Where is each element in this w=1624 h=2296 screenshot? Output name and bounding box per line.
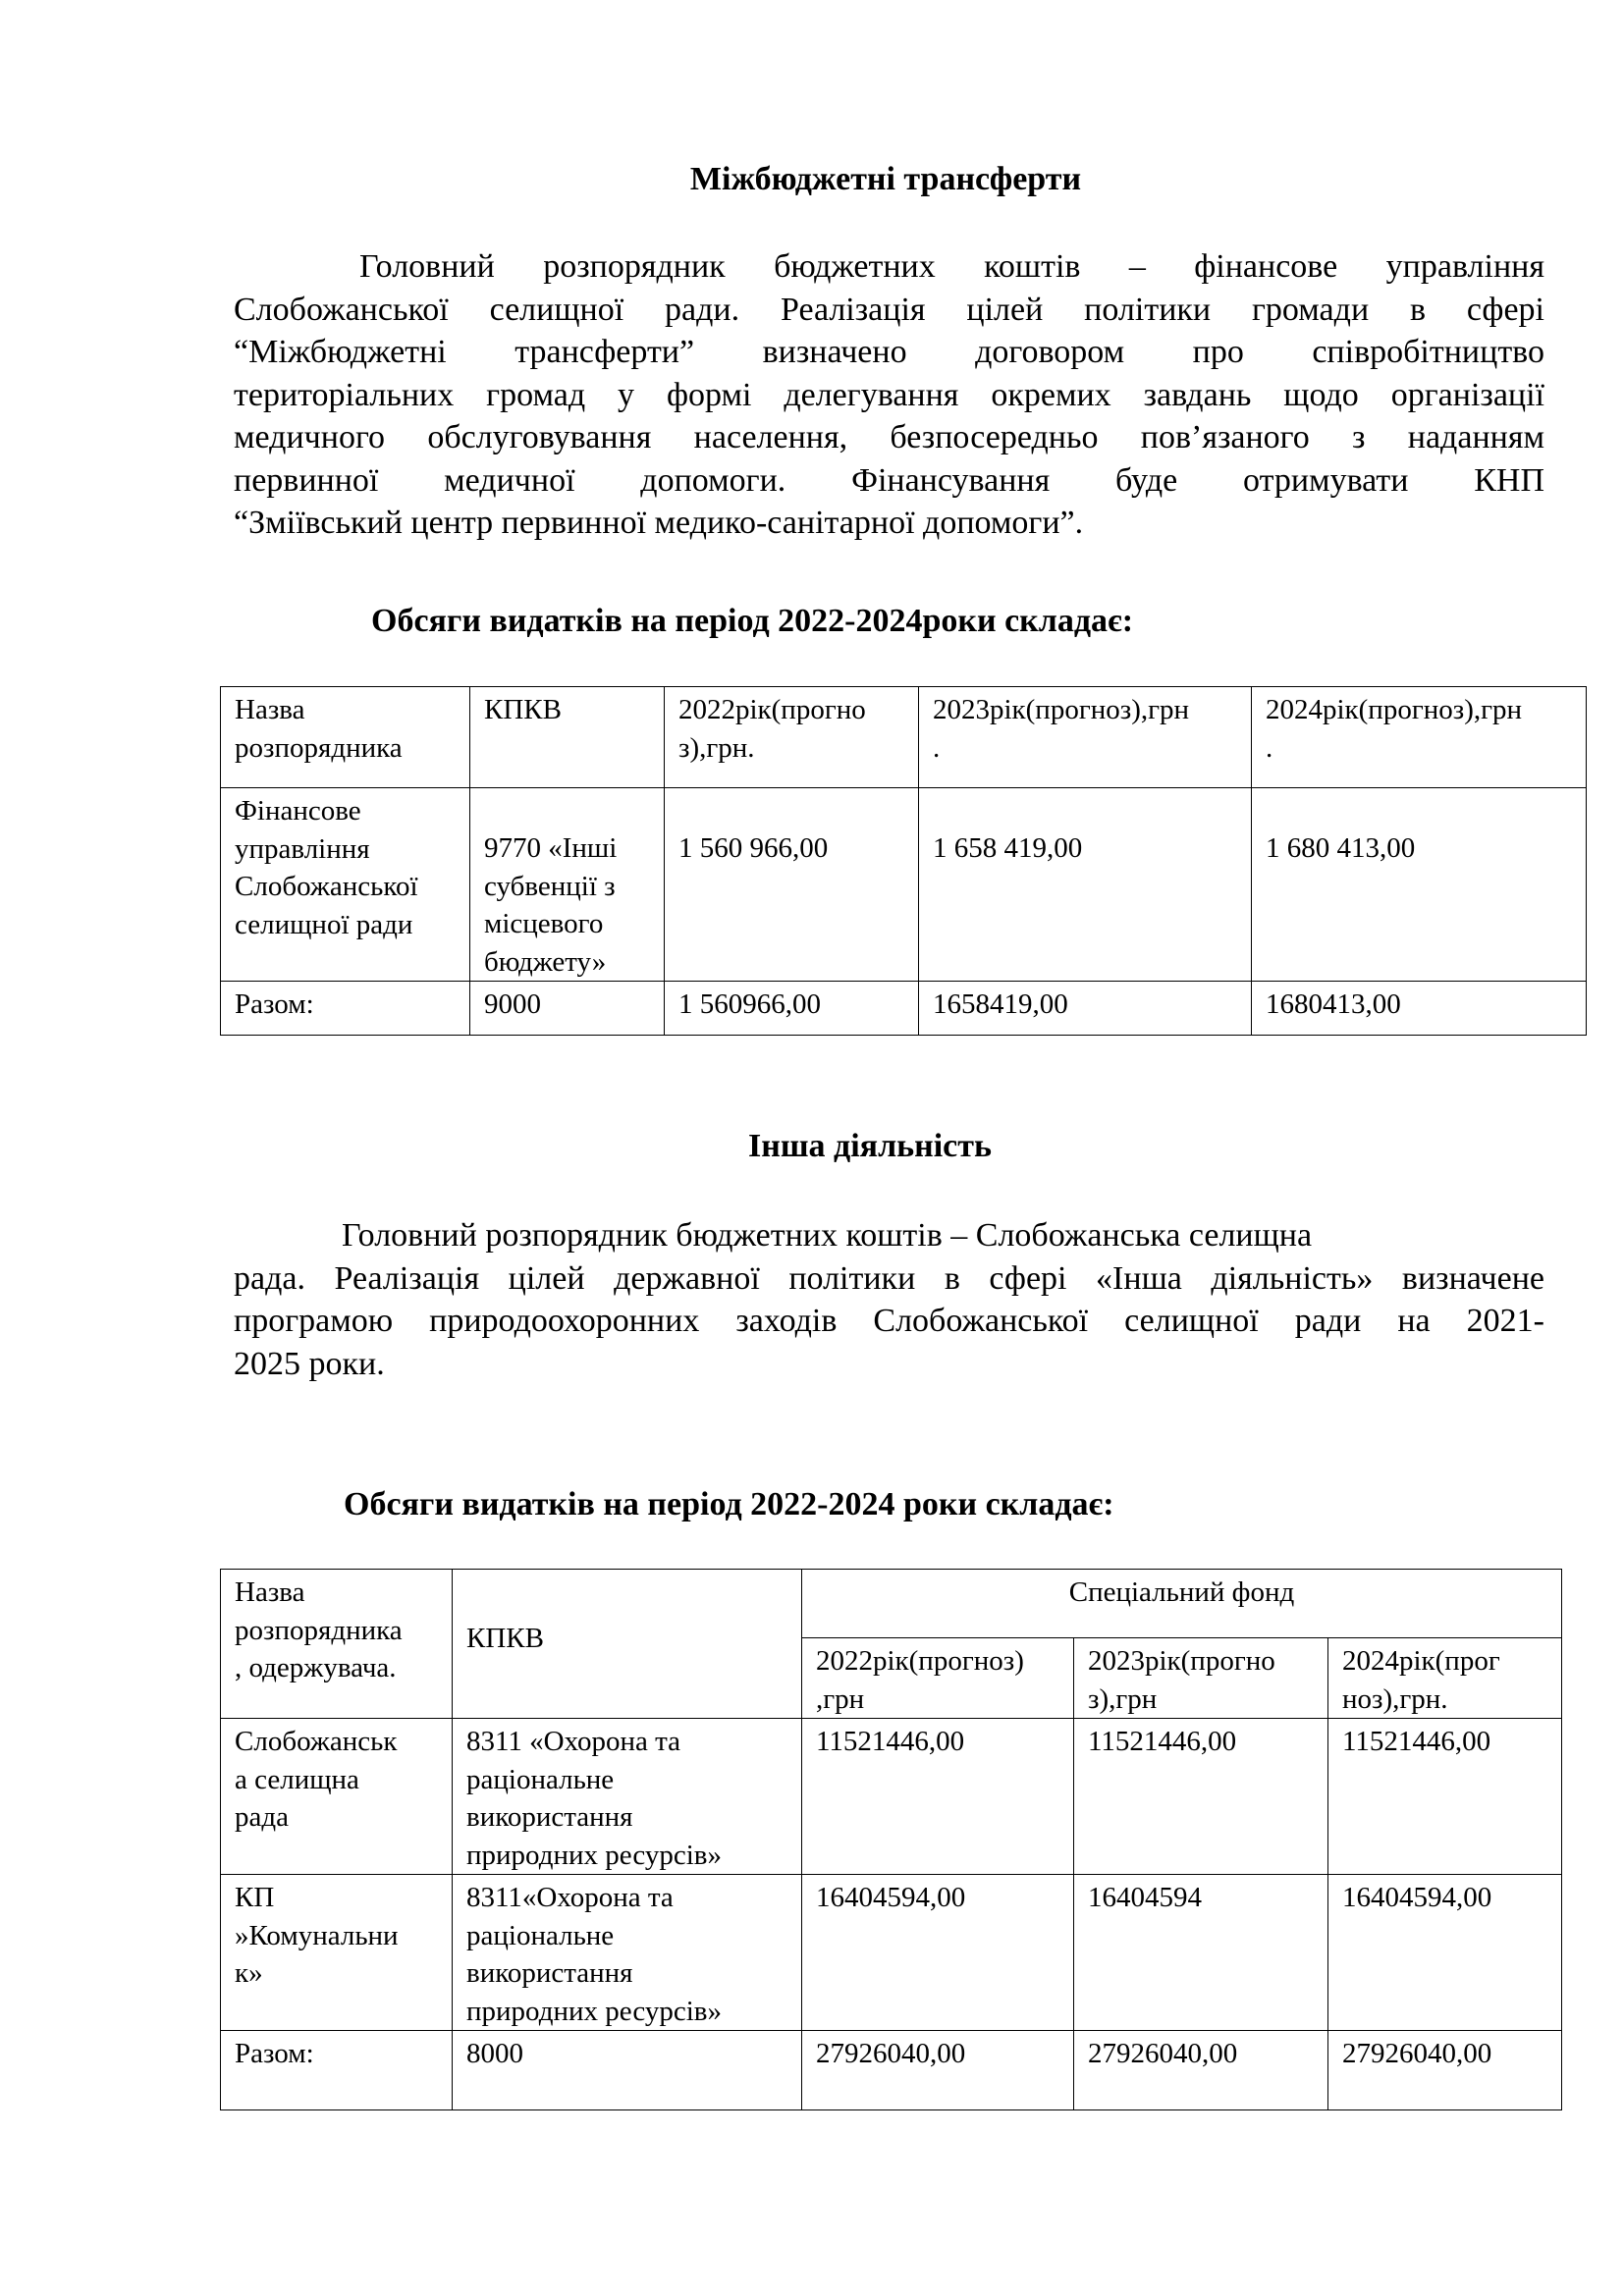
paragraph-line: медичного обслуговування населення, безпосередньо пов’язаного з наданням <box>234 419 1544 455</box>
paragraph-line: Головний розпорядник бюджетних коштів – Слобожанська селищна <box>342 1217 1313 1254</box>
cell-kpkv: 9770 «Інші субвенції з місцевого бюджету» <box>470 788 665 982</box>
cell-2024: 16404594,00 <box>1328 1875 1562 2031</box>
paragraph-line: первинної медичної допомоги. Фінансування буде отримувати КНП <box>234 461 1544 499</box>
paragraph-line: “Міжбюджетні трансферти” визначено договором про співробітництво <box>234 334 1544 370</box>
other-activity-table <box>220 1569 1562 2110</box>
paragraph-line: Головний розпорядник бюджетних коштів – фінансове управління <box>359 248 1544 285</box>
header-2022: 2022рік(прогно з),грн. <box>665 687 919 788</box>
total-2023: 27926040,00 <box>1074 2031 1328 2110</box>
table-title-other: Обсяги видатків на період 2022-2024 роки складає: <box>344 1486 1114 1522</box>
paragraph-line: програмою природоохоронних заходів Слобожанської селищної ради на 2021- <box>234 1303 1544 1339</box>
table-total-row <box>221 2031 1562 2110</box>
cell-2023: 16404594 <box>1074 1875 1328 2031</box>
cell-2023: 1 658 419,00 <box>919 788 1252 982</box>
table-title-transfers: Обсяги видатків на період 2022-2024роки складає: <box>371 603 1134 639</box>
total-2024: 1680413,00 <box>1252 982 1587 1036</box>
paragraph-transfers <box>234 245 1544 545</box>
header-2023: 2023рік(прогноз),грн . <box>919 687 1252 788</box>
cell-kpkv: 8311«Охорона та раціональне використання природних ресурсів» <box>453 1875 802 2031</box>
section-title-other: Інша діяльність <box>748 1128 992 1164</box>
total-kpkv: 9000 <box>470 982 665 1036</box>
paragraph-line: рада. Реалізація цілей державної політики в сфері «Інша діяльність» визначене <box>234 1259 1544 1297</box>
header-2024: 2024рік(прог ноз),грн. <box>1328 1638 1562 1719</box>
total-2023: 1658419,00 <box>919 982 1252 1036</box>
header-kpkv: КПКВ <box>453 1570 802 1719</box>
cell-name: Фінансове управління Слобожанської селищної ради <box>221 788 470 982</box>
table-header-row <box>221 1570 1562 1638</box>
total-kpkv: 8000 <box>453 2031 802 2110</box>
cell-2024: 1 680 413,00 <box>1252 788 1587 982</box>
cell-2024: 11521446,00 <box>1328 1719 1562 1875</box>
cell-2023: 11521446,00 <box>1074 1719 1328 1875</box>
paragraph-line: Слобожанської селищної ради. Реалізація цілей політики громади в сфері <box>234 291 1544 328</box>
cell-2022: 11521446,00 <box>802 1719 1074 1875</box>
paragraph-line: територіальних громад у формі делегування окремих завдань щодо організації <box>234 376 1544 413</box>
paragraph-line: “Зміївський центр первинної медико-санітарної допомоги”. <box>234 505 1084 541</box>
total-2024: 27926040,00 <box>1328 2031 1562 2110</box>
header-name: Назва розпорядника <box>221 687 470 788</box>
cell-2022: 1 560 966,00 <box>665 788 919 982</box>
table-row <box>221 1875 1562 2031</box>
table-row <box>221 1719 1562 1875</box>
header-name: Назва розпорядника , одержувача. <box>221 1570 453 1719</box>
cell-name: Слобожанськ а селищна рада <box>221 1719 453 1875</box>
total-label: Разом: <box>221 2031 453 2110</box>
paragraph-other <box>234 1214 1544 1385</box>
cell-2022: 16404594,00 <box>802 1875 1074 2031</box>
cell-kpkv: 8311 «Охорона та раціональне використання природних ресурсів» <box>453 1719 802 1875</box>
header-2022: 2022рік(прогноз) ,грн <box>802 1638 1074 1719</box>
table-total-row <box>221 982 1587 1036</box>
total-2022: 27926040,00 <box>802 2031 1074 2110</box>
header-2024: 2024рік(прогноз),грн . <box>1252 687 1587 788</box>
paragraph-line: 2025 роки. <box>234 1345 385 1382</box>
header-2023: 2023рік(прогно з),грн <box>1074 1638 1328 1719</box>
header-kpkv: КПКВ <box>470 687 665 788</box>
header-special-fund: Спеціальний фонд <box>802 1570 1562 1638</box>
transfers-table <box>220 686 1587 1036</box>
table-header-row <box>221 687 1587 788</box>
total-2022: 1 560966,00 <box>665 982 919 1036</box>
cell-name: КП »Комунальни к» <box>221 1875 453 2031</box>
section-title-transfers: Міжбюджетні трансферти <box>689 161 1082 197</box>
total-label: Разом: <box>221 982 470 1036</box>
table-row <box>221 788 1587 982</box>
